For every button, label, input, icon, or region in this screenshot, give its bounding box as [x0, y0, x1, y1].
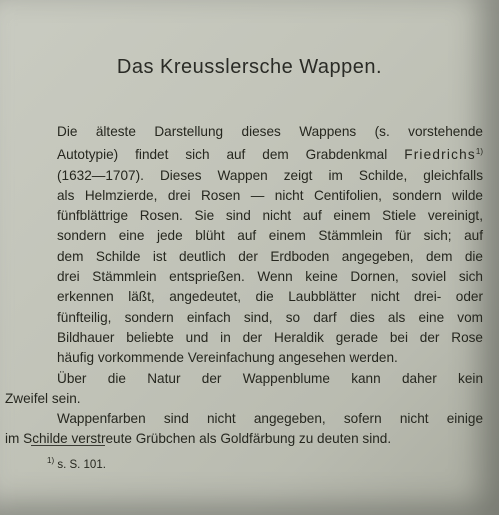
text-line: dem Schilde ist deutlich der Erdboden angegeben, dem die — [57, 248, 483, 264]
footnote-reference: 1) — [475, 147, 483, 157]
text-line — [31, 142, 483, 165]
text-line: Die älteste Darstellung dieses Wappens (s. vorstehende — [57, 124, 483, 139]
text-line: im Schilde verstreute Grübchen als Goldfärbung zu deuten sind. — [5, 431, 392, 447]
text-line: Bildhauer beliebte und in der Heraldik gerade bei der Rose — [57, 329, 483, 345]
text-line: fünfteilig, sondern einfach sind, so darf dies als eine vom — [57, 309, 483, 325]
footnote-marker: 1) — [47, 456, 55, 465]
text-line: (1632—1707). Dieses Wappen zeigt im Schilde, gleichfalls — [57, 167, 483, 183]
text-line: als Helmzierde, drei Rosen — nicht Centifolien, sondern wilde — [57, 187, 483, 203]
footnote-text: s. S. 101. — [57, 459, 106, 471]
text-segment: Autotypie) findet sich auf dem Grabdenkmal — [57, 147, 388, 163]
paragraph-1 — [31, 122, 483, 369]
footnote-divider — [31, 445, 105, 446]
text-line: sondern eine jede blüht auf einem Stämmlein für sich; auf — [57, 228, 483, 244]
text-line: fünfblättrige Rosen. Sie sind nicht auf einem Stiele vereinigt, — [57, 208, 483, 224]
footnote — [47, 456, 106, 471]
paragraph-3 — [5, 409, 483, 450]
person-name: Friedrichs — [404, 147, 476, 163]
text-line: Zweifel sein. — [5, 390, 81, 406]
paragraph-2 — [5, 369, 483, 410]
page-title: Das Kreusslersche Wappen. — [116, 56, 383, 78]
text-line: erkennen läßt, angedeutet, die Laubblätter nicht drei- oder — [57, 289, 483, 305]
body-text — [5, 122, 483, 450]
text-line: häufig vorkommende Vereinfachung angesehen werden. — [57, 350, 398, 366]
text-line: Wappenfarben sind nicht angegeben, sofern nicht einige — [57, 411, 483, 427]
text-line: drei Stämmlein entsprießen. Wenn keine Dornen, soviel sich — [57, 269, 483, 285]
text-line: Über die Natur der Wappenblume kann daher kein — [57, 370, 483, 386]
